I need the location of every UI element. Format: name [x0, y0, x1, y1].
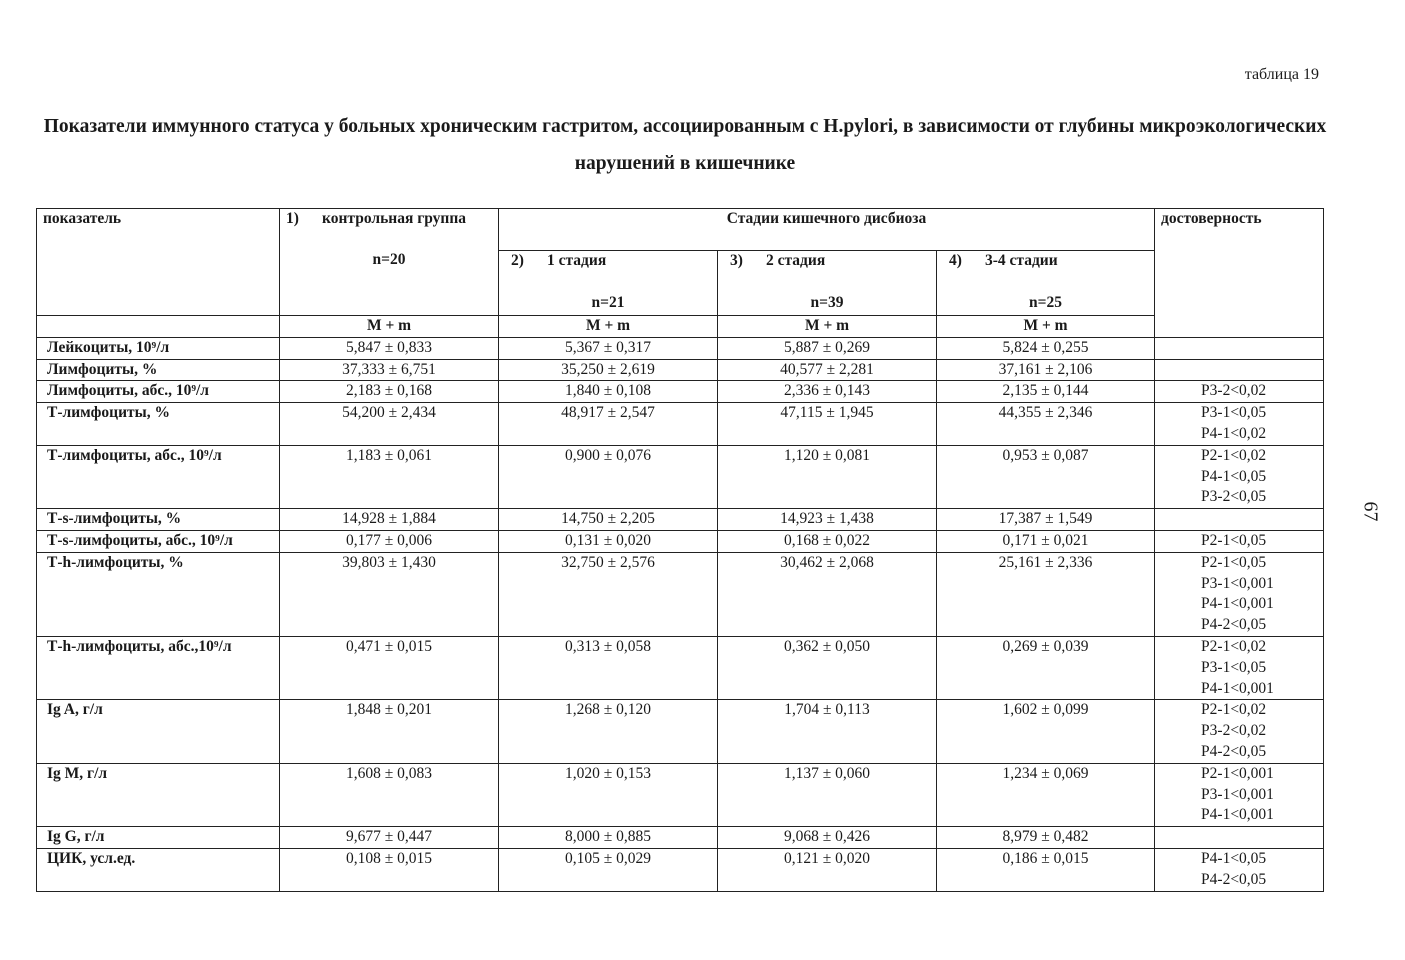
indicator-name: Лимфоциты, абс., 10⁹/л: [37, 381, 280, 403]
value-cell: 25,161 ± 2,336: [937, 552, 1155, 636]
p-value: P2-1<0,02: [1201, 701, 1267, 719]
header-mean-sem: M + m: [280, 316, 499, 338]
value-cell: 0,900 ± 0,076: [499, 445, 718, 508]
value-cell: 40,577 ± 2,281: [718, 359, 937, 381]
value-cell: 0,471 ± 0,015: [280, 636, 499, 699]
value-cell: 37,161 ± 2,106: [937, 359, 1155, 381]
value-cell: 1,183 ± 0,061: [280, 445, 499, 508]
indicator-name: Ig G, г/л: [37, 827, 280, 849]
value-cell: 48,917 ± 2,547: [499, 403, 718, 446]
indicator-name: ЦИК, усл.ед.: [37, 848, 280, 891]
header-mean-sem: M + m: [718, 316, 937, 338]
table-row: [37, 763, 1324, 826]
p-value: P2-1<0,001: [1201, 764, 1274, 782]
header-indicator: показатель: [37, 209, 280, 316]
value-cell: 2,336 ± 0,143: [718, 381, 937, 403]
control-group-number: 1): [286, 210, 299, 227]
significance-cell: [1155, 848, 1324, 891]
stage-n: n=39: [810, 293, 844, 311]
value-cell: 0,108 ± 0,015: [280, 848, 499, 891]
value-cell: 0,168 ± 0,022: [718, 530, 937, 552]
table-row: [37, 530, 1324, 552]
value-cell: 30,462 ± 2,068: [718, 552, 937, 636]
p-value: P2-1<0,02: [1201, 446, 1267, 464]
value-cell: 1,704 ± 0,113: [718, 700, 937, 763]
indicator-name: Т-лимфоциты, %: [37, 403, 280, 446]
immune-status-table: [36, 208, 1324, 892]
value-cell: 1,234 ± 0,069: [937, 763, 1155, 826]
value-cell: 0,177 ± 0,006: [280, 530, 499, 552]
value-cell: 39,803 ± 1,430: [280, 552, 499, 636]
value-cell: 17,387 ± 1,549: [937, 509, 1155, 531]
indicator-name: Т-s-лимфоциты, абс., 10⁹/л: [37, 530, 280, 552]
value-cell: 32,750 ± 2,576: [499, 552, 718, 636]
value-cell: 5,847 ± 0,833: [280, 337, 499, 359]
p-value: P3-2<0,05: [1201, 488, 1267, 506]
value-cell: 0,105 ± 0,029: [499, 848, 718, 891]
p-value: P3-1<0,001: [1201, 574, 1274, 592]
header-stage-1: [499, 251, 718, 316]
indicator-name: Т-лимфоциты, абс., 10⁹/л: [37, 445, 280, 508]
value-cell: 1,020 ± 0,153: [499, 763, 718, 826]
p-value: P4-2<0,05: [1201, 742, 1267, 760]
header-stage-3-4: [937, 251, 1155, 316]
table-row: [37, 403, 1324, 446]
indicator-name: Лимфоциты, %: [37, 359, 280, 381]
table-row: [37, 552, 1324, 636]
significance-cell: [1155, 763, 1324, 826]
p-value: P3-1<0,05: [1201, 404, 1267, 422]
p-value: P3-2<0,02: [1201, 382, 1267, 400]
header-control-group: [280, 209, 499, 316]
value-cell: 0,313 ± 0,058: [499, 636, 718, 699]
header-empty-cell: [37, 316, 280, 338]
value-cell: 0,362 ± 0,050: [718, 636, 937, 699]
value-cell: 9,677 ± 0,447: [280, 827, 499, 849]
control-group-n: n=20: [372, 250, 406, 268]
table-row: [37, 509, 1324, 531]
stage-name: 2 стадия: [766, 252, 826, 269]
value-cell: 1,268 ± 0,120: [499, 700, 718, 763]
stage-n: n=25: [1029, 293, 1062, 311]
p-value: P4-1<0,001: [1201, 806, 1274, 824]
value-cell: 14,750 ± 2,205: [499, 509, 718, 531]
value-cell: 0,269 ± 0,039: [937, 636, 1155, 699]
table-row: [37, 381, 1324, 403]
value-cell: 1,137 ± 0,060: [718, 763, 937, 826]
table-row: [37, 827, 1324, 849]
significance-cell: [1155, 509, 1324, 531]
p-value: P2-1<0,05: [1201, 531, 1267, 549]
table-row: [37, 700, 1324, 763]
indicator-name: Ig M, г/л: [37, 763, 280, 826]
significance-cell: [1155, 337, 1324, 359]
p-value: P3-2<0,02: [1201, 722, 1267, 740]
table-row: [37, 848, 1324, 891]
p-value: P4-1<0,05: [1201, 849, 1267, 867]
p-value: P4-1<0,05: [1201, 467, 1267, 485]
control-group-label: контрольная группа: [322, 210, 467, 227]
value-cell: 35,250 ± 2,619: [499, 359, 718, 381]
stage-n: n=21: [591, 293, 625, 311]
value-cell: 2,183 ± 0,168: [280, 381, 499, 403]
p-value: P2-1<0,02: [1201, 637, 1267, 655]
value-cell: 8,000 ± 0,885: [499, 827, 718, 849]
significance-cell: [1155, 359, 1324, 381]
value-cell: 2,135 ± 0,144: [937, 381, 1155, 403]
stage-name: 3-4 стадии: [985, 252, 1058, 269]
value-cell: 1,120 ± 0,081: [718, 445, 937, 508]
p-value: P3-1<0,05: [1201, 658, 1267, 676]
table-row: [37, 445, 1324, 508]
value-cell: 44,355 ± 2,346: [937, 403, 1155, 446]
value-cell: 0,171 ± 0,021: [937, 530, 1155, 552]
table-row: [37, 359, 1324, 381]
value-cell: 1,840 ± 0,108: [499, 381, 718, 403]
indicator-name: Лейкоциты, 10⁹/л: [37, 337, 280, 359]
table-title: Показатели иммунного статуса у больных хроническим гастритом, ассоциированным с H.pylori, в зависимости от глубины микроэкологических нарушений в кишечнике: [43, 116, 1327, 174]
value-cell: 5,887 ± 0,269: [718, 337, 937, 359]
value-cell: 5,824 ± 0,255: [937, 337, 1155, 359]
p-value: P4-2<0,05: [1201, 616, 1267, 634]
value-cell: 0,131 ± 0,020: [499, 530, 718, 552]
p-value: P4-2<0,05: [1201, 870, 1267, 888]
header-significance: достоверность: [1155, 209, 1324, 338]
stage-number: 3): [730, 252, 743, 269]
p-value: P4-1<0,001: [1201, 595, 1274, 613]
indicator-name: Т-h-лимфоциты, абс.,10⁹/л: [37, 636, 280, 699]
significance-cell: [1155, 445, 1324, 508]
significance-cell: [1155, 381, 1324, 403]
significance-cell: [1155, 403, 1324, 446]
p-value: P2-1<0,05: [1201, 553, 1267, 571]
header-mean-sem: M + m: [937, 316, 1155, 338]
header-mean-sem: M + m: [499, 316, 718, 338]
value-cell: 47,115 ± 1,945: [718, 403, 937, 446]
table-row: [37, 636, 1324, 699]
value-cell: 9,068 ± 0,426: [718, 827, 937, 849]
value-cell: 1,848 ± 0,201: [280, 700, 499, 763]
p-value: P4-1<0,001: [1201, 679, 1274, 697]
value-cell: 5,367 ± 0,317: [499, 337, 718, 359]
p-value: P4-1<0,02: [1201, 424, 1267, 442]
value-cell: 1,602 ± 0,099: [937, 700, 1155, 763]
value-cell: 0,186 ± 0,015: [937, 848, 1155, 891]
stage-name: 1 стадия: [547, 252, 607, 269]
indicator-name: Ig A, г/л: [37, 700, 280, 763]
header-stage-2: [718, 251, 937, 316]
value-cell: 1,608 ± 0,083: [280, 763, 499, 826]
stage-number: 4): [949, 252, 962, 269]
p-value: P3-1<0,001: [1201, 785, 1274, 803]
indicator-name: Т-s-лимфоциты, %: [37, 509, 280, 531]
header-dysbiosis-stages: Стадии кишечного дисбиоза: [499, 209, 1155, 251]
value-cell: 14,923 ± 1,438: [718, 509, 937, 531]
value-cell: 14,928 ± 1,884: [280, 509, 499, 531]
table-body: [37, 337, 1324, 891]
page-number: 67: [1359, 501, 1382, 522]
significance-cell: [1155, 827, 1324, 849]
stage-number: 2): [511, 252, 524, 269]
indicator-name: Т-h-лимфоциты, %: [37, 552, 280, 636]
value-cell: 54,200 ± 2,434: [280, 403, 499, 446]
table-number-label: таблица 19: [1244, 66, 1319, 83]
value-cell: 0,953 ± 0,087: [937, 445, 1155, 508]
significance-cell: [1155, 530, 1324, 552]
value-cell: 0,121 ± 0,020: [718, 848, 937, 891]
significance-cell: [1155, 700, 1324, 763]
value-cell: 37,333 ± 6,751: [280, 359, 499, 381]
value-cell: 8,979 ± 0,482: [937, 827, 1155, 849]
significance-cell: [1155, 636, 1324, 699]
significance-cell: [1155, 552, 1324, 636]
table-row: [37, 337, 1324, 359]
